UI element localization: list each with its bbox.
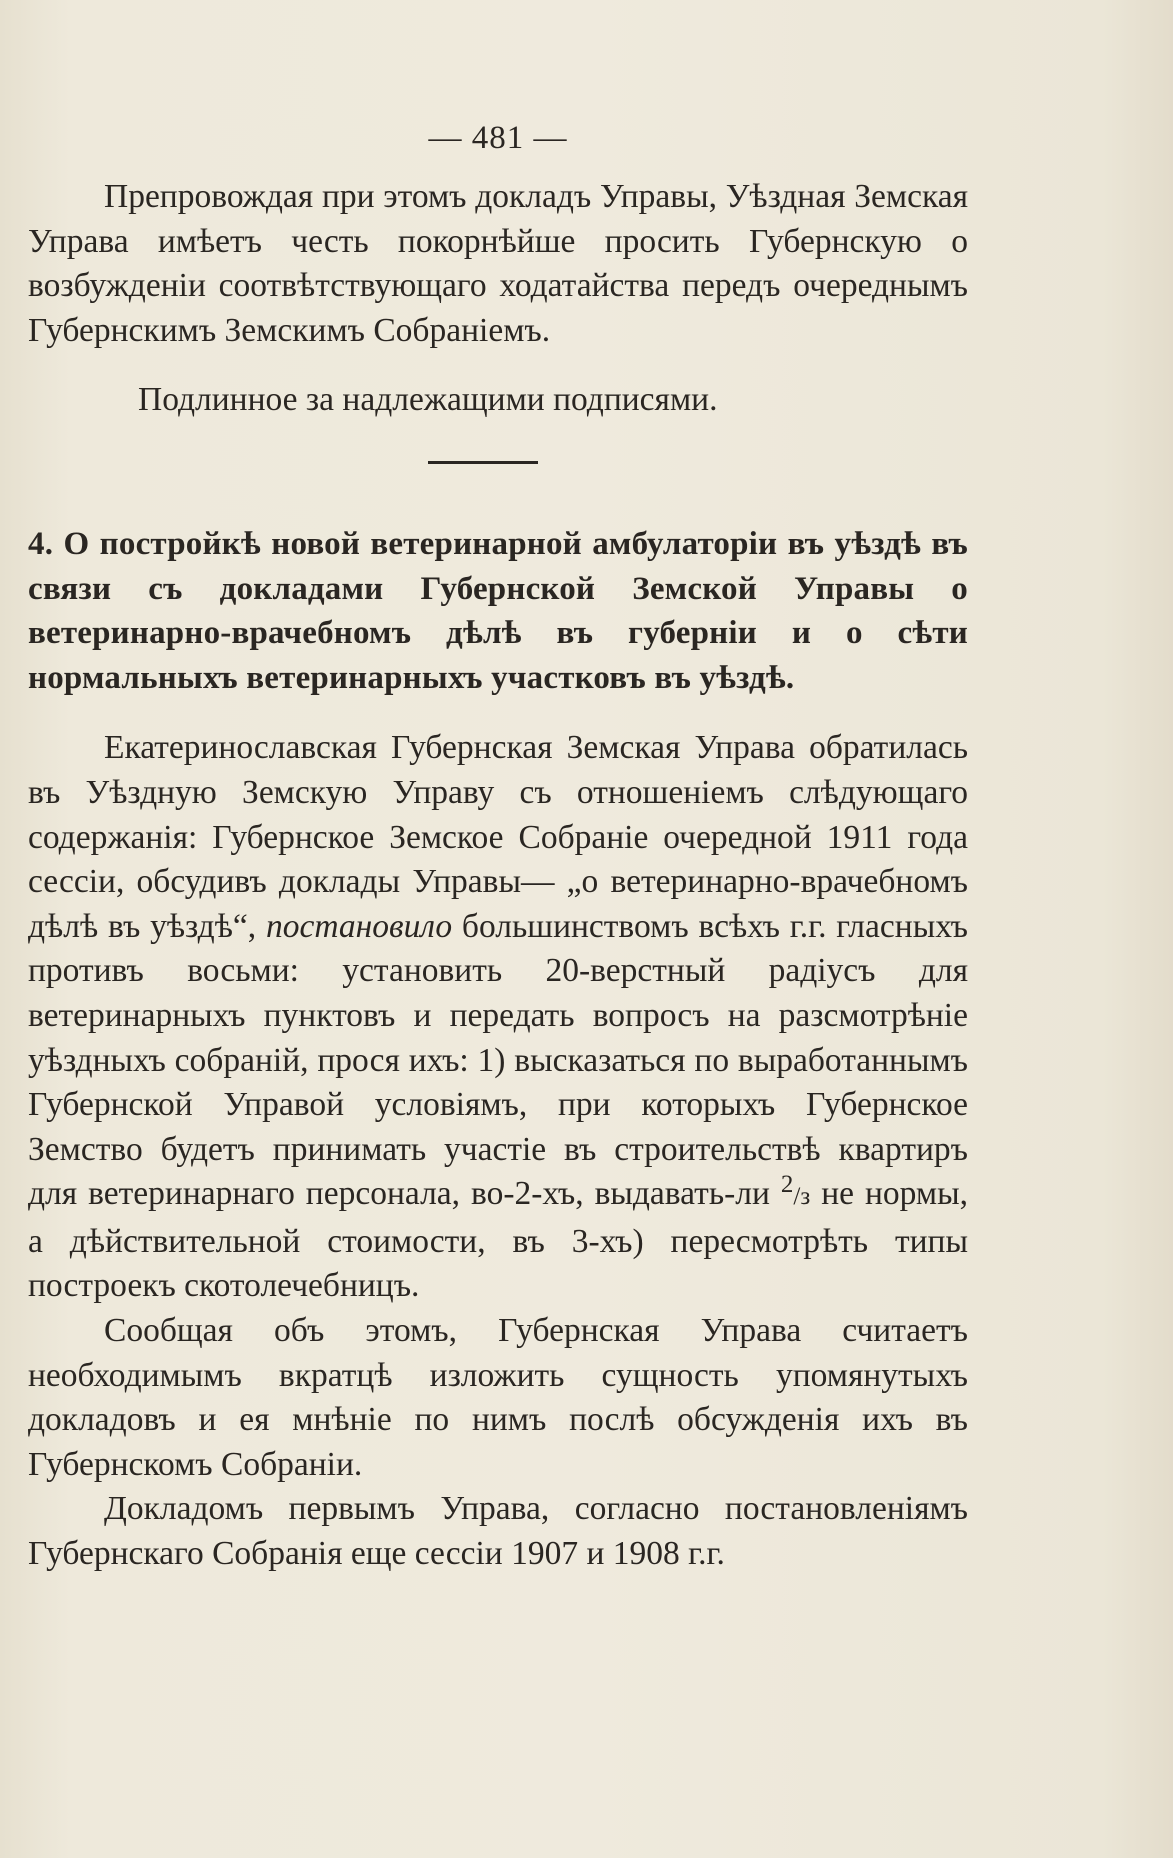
p1-text-middle: большинствомъ всѣхъ г.г. гласныхъ противъ восьми: установить 20-верстный радіусъ для ветеринарныхъ пунктовъ и передать вопросъ на разсмотрѣніе уѣздныхъ собраній, прося ихъ: 1) высказаться по выработаннымъ Губернской Управой условіямъ, при которыхъ Губернское Земство будетъ принимать участіе въ строительствѣ квартиръ для ветеринарнаго персонала, во-2-хъ, выдавать-ли xyxy=(28,907,968,1213)
section-heading: 4. О постройкѣ новой ветеринарной амбулаторіи въ уѣздѣ въ связи съ докладами Губернской Земской Управы о ветеринарно-врачебномъ дѣлѣ въ губерніи и о сѣти нормальныхъ ветеринарныхъ участковъ въ уѣздѣ. xyxy=(28,525,968,696)
p1-text-end: не нормы, а дѣйствительной стоимости, въ 3-хъ) пересмотрѣть типы построекъ скотолечебницъ. xyxy=(28,1175,968,1305)
text-column xyxy=(28,120,968,1577)
p1-italic-word: постановило xyxy=(265,907,453,945)
signature-note: Подлинное за надлежащими подписями. xyxy=(138,381,718,419)
body-paragraph-1 xyxy=(28,726,968,1309)
body-paragraph-3: Докладомъ первымъ Управа, согласно постановленіямъ Губернскаго Собранія еще сессіи 1907 и 1908 г.г. xyxy=(28,1490,968,1573)
page-number: — 481 — xyxy=(428,120,568,156)
p1-text-start: Екатеринославская Губернская Земская Управа обратилась въ Уѣздную Земскую Управу съ отношеніемъ слѣдующаго содержанія: Губернское Земское Собраніе очередной 1911 года сессіи, обсудивъ доклады Управы— „о ветеринарно-врачебномъ дѣлѣ въ уѣздѣ“, xyxy=(28,729,968,945)
section-divider xyxy=(428,461,538,464)
body-paragraph-2: Сообщая объ этомъ, Губернская Управа считаетъ необходимымъ вкратцѣ изложить сущность упомянутыхъ докладовъ и ея мнѣніе по нимъ послѣ обсужденія ихъ въ Губернскомъ Собраніи. xyxy=(28,1312,968,1483)
fraction-denominator: /з xyxy=(793,1183,811,1211)
fraction-numerator: 2 xyxy=(780,1171,794,1199)
intro-paragraph: Препровождая при этомъ докладъ Управы, Уѣздная Земская Управа имѣетъ честь покорнѣйше просить Губернскую о возбужденіи соотвѣтствующаго ходатайства передъ очереднымъ Губернскимъ Земскимъ Собраніемъ. xyxy=(28,178,968,349)
